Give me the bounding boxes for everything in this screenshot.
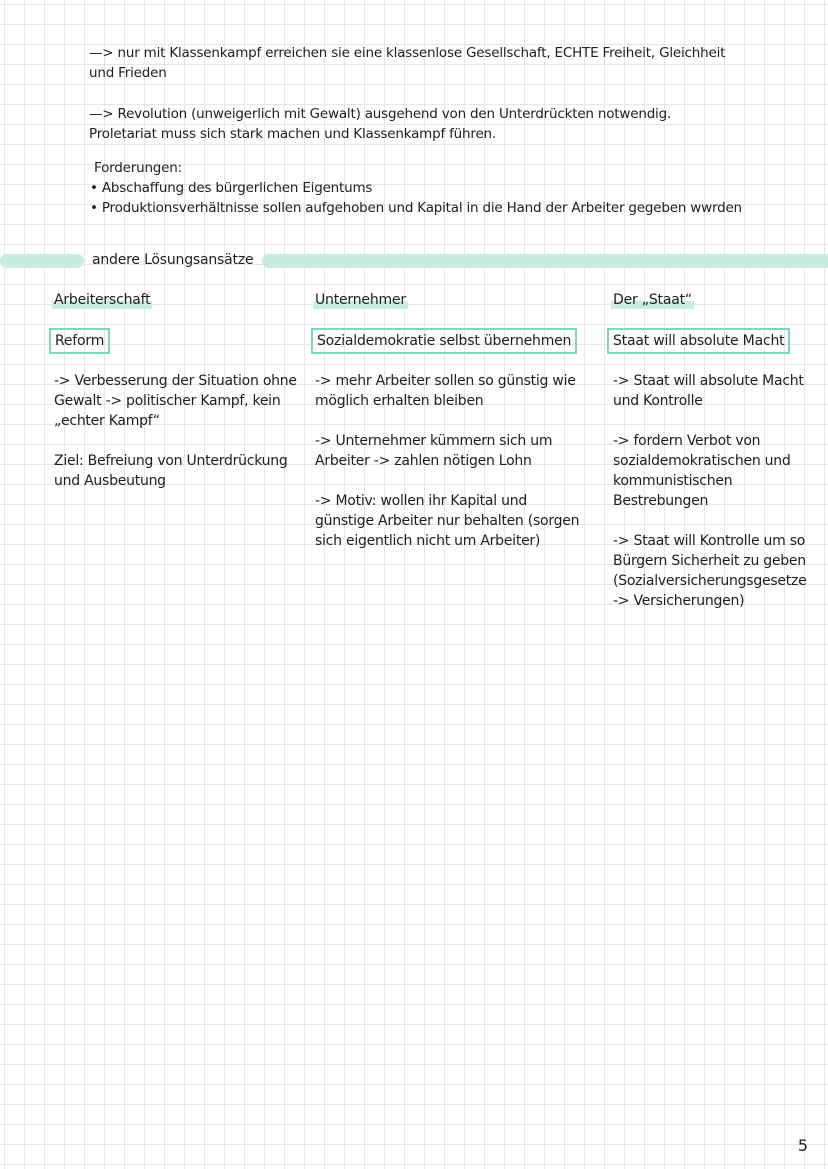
column-paragraph: -> fordern Verbot von sozialdemokratischen und kommunistischen Bestrebungen xyxy=(613,433,791,509)
section-divider-left xyxy=(0,254,84,268)
column-box-reform: Reform xyxy=(49,328,110,354)
column-paragraph: -> Verbesserung der Situation ohne Gewalt -> politischer Kampf, kein „echter Kampf“ xyxy=(54,373,297,429)
column-paragraph: -> Staat will absolute Macht und Kontrolle xyxy=(613,373,804,409)
intro-line-1: —> nur mit Klassenkampf erreichen sie eine klassenlose Gesellschaft, ECHTE Freiheit, Gleichheit xyxy=(89,45,726,61)
column-heading-unternehmer: Unternehmer xyxy=(315,292,406,308)
forderungen-list xyxy=(90,178,742,218)
column-body-arbeiterschaft xyxy=(54,371,304,491)
list-item: • Produktionsverhältnisse sollen aufgehoben und Kapital in die Hand der Arbeiter gegeben wwrden xyxy=(90,200,742,216)
column-body-unternehmer xyxy=(315,371,587,551)
column-heading-arbeiterschaft: Arbeiterschaft xyxy=(54,292,151,308)
intro-line-2b: Proletariat muss sich stark machen und Klassenkampf führen. xyxy=(89,126,496,142)
column-paragraph: Ziel: Befreiung von Unterdrückung und Ausbeutung xyxy=(54,453,288,489)
column-box-staat: Staat will absolute Macht xyxy=(607,328,790,354)
list-item: • Abschaffung des bürgerlichen Eigentums xyxy=(90,180,373,196)
section-divider-right xyxy=(262,254,828,268)
column-paragraph: -> mehr Arbeiter sollen so günstig wie möglich erhalten bleiben xyxy=(315,373,576,409)
column-paragraph: -> Motiv: wollen ihr Kapital und günstige Arbeiter nur behalten (sorgen sich eigentlich nicht um Arbeiter) xyxy=(315,493,580,549)
column-paragraph: -> Unternehmer kümmern sich um Arbeiter -> zahlen nötigen Lohn xyxy=(315,433,553,469)
forderungen-title: Forderungen: xyxy=(94,160,182,176)
column-heading-staat: Der „Staat“ xyxy=(613,292,692,308)
intro-line-2: —> Revolution (unweigerlich mit Gewalt) ausgehend von den Unterdrückten notwendig. xyxy=(89,106,672,122)
column-box-sozialdemokratie: Sozialdemokratie selbst übernehmen xyxy=(311,328,577,354)
column-body-staat xyxy=(613,371,813,611)
column-paragraph: -> Staat will Kontrolle um so Bürgern Sicherheit zu geben (Sozialversicherungsgesetze -> Versicherungen) xyxy=(613,533,807,609)
page-number: 5 xyxy=(797,1136,808,1155)
section-title: andere Lösungsansätze xyxy=(92,252,254,268)
intro-line-1b: und Frieden xyxy=(89,65,167,81)
